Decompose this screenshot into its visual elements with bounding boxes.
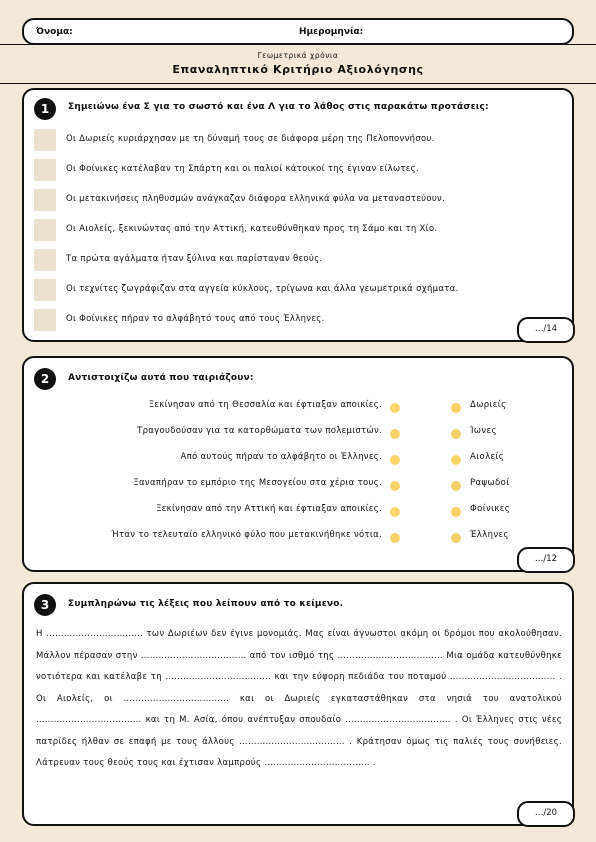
match-left-item: Ξαναπήραν το εμπόριο της Μεσογείου στα χέρια τους. [133,478,382,488]
match-right-item: Δωριείς [470,400,507,410]
left-match-dot[interactable] [390,403,400,413]
fill-in-text[interactable]: Η …………………………… των Δωριέων δεν έγινε μονομιάς. Μας είναι άγνωστοι ακόμη οι δρόμοι που ακολούθησαν. Μάλλον πέρασαν στην ……………………………… από τον ισθμό της ……………………………… Μια ομάδα κατευθύνθηκε νοτιότερα και κατέλαβε τη ……………………………… και την εύφορη πεδιάδα του ποταμού ……………………………… . Οι Αιολείς, οι ……………………………… και οι Δωριείς εγκαταστάθηκαν στα νησιά του ανατολικού ……………………………… και τη Μ. Ασία, όπου ανέπτυξαν σπουδαίο ……………………………… . Οι Έλληνες στις νέες πατρίδες ήλθαν σε επαφή με τους άλλους ……………………………… . Κράτησαν όμως τις παλιές τους συνήθειες. Λάτρευαν τους θεούς τους και έχτισαν λαμπρούς ……………………………… . [36,629,562,768]
right-match-dot[interactable] [451,429,461,439]
question-1-title: Σημειώνω ένα Σ για το σωστό και ένα Λ για το λάθος στις παρακάτω προτάσεις: [68,102,489,112]
match-left-item: Ξεκίνησαν από τη Θεσσαλία και έφτιαξαν αποικίες. [148,400,382,410]
question-2-panel [22,356,574,572]
question-1-number: 1 [34,98,56,120]
question-2-title: Αντιστοιχίζω αυτά που ταιριάζουν: [68,373,254,383]
question-3-number: 3 [34,594,56,616]
match-left-item: Ήταν το τελευταίο ελληνικό φύλο που μετακινήθηκε νότια. [111,530,382,540]
worksheet-title: Επαναληπτικό Κριτήριο Αξιολόγησης [172,63,424,76]
answer-box[interactable] [34,159,56,181]
tf-row [34,249,564,271]
tf-statement: Τα πρώτα αγάλματα ήταν ξύλινα και παρίσταναν θεούς. [66,254,323,264]
tf-statement: Οι Δωριείς κυριάρχησαν με τη δύναμή τους σε διάφορα μέρη της Πελοποννήσου. [66,134,435,144]
answer-box[interactable] [34,129,56,151]
tf-row [34,129,564,151]
match-right-item: Έλληνες [470,530,509,540]
left-match-dot[interactable] [390,429,400,439]
left-match-dot[interactable] [390,507,400,517]
right-match-dot[interactable] [451,507,461,517]
right-match-dot[interactable] [451,455,461,465]
match-left-item: Ξεκίνησαν από την Αττική και έφτιαξαν αποικίες. [156,504,382,514]
match-right-item: Αιολείς [470,452,505,462]
left-match-dot[interactable] [390,455,400,465]
left-match-dot[interactable] [390,533,400,543]
match-right-item: Ραψωδοί [470,478,510,488]
tf-statement: Οι Αιολείς, ξεκινώντας από την Αττική, κατευθύνθηκαν προς τη Σάμο και τη Χίο. [66,224,438,234]
left-match-dot[interactable] [390,481,400,491]
answer-box[interactable] [34,219,56,241]
right-match-dot[interactable] [451,403,461,413]
question-2-number: 2 [34,368,56,390]
answer-box[interactable] [34,279,56,301]
right-match-dot[interactable] [451,481,461,491]
name-label: Όνομα: [36,27,73,37]
question-3-panel [22,582,574,826]
question-1-score: …/14 [517,317,575,343]
tf-row [34,189,564,211]
tf-row [34,159,564,181]
match-right-item: Ίωνες [470,426,497,436]
match-left-item: Από αυτούς πήραν το αλφάβητο οι Έλληνες. [180,452,382,462]
match-right-item: Φοίνικες [470,504,511,514]
tf-row [34,219,564,241]
tf-statement: Οι τεχνίτες ζωγράφιζαν στα αγγεία κύκλους, τρίγωνα και άλλα γεωμετρικά σχήματα. [66,284,459,294]
question-3-title: Συμπληρώνω τις λέξεις που λείπουν από το κείμενο. [68,599,344,609]
tf-statement: Οι μετακινήσεις πληθυσμών ανάγκαζαν διάφορα ελληνικά φύλα να μεταναστεύουν. [66,194,446,204]
title-band [0,44,596,84]
answer-box[interactable] [34,309,56,331]
answer-box[interactable] [34,249,56,271]
answer-box[interactable] [34,189,56,211]
date-label: Ημερομηνία: [299,27,364,37]
question-1-panel [22,88,574,342]
match-left-item: Τραγουδούσαν για τα κατορθώματα των πολεμιστών. [137,426,382,436]
worksheet-subtitle: Γεωμετρικά χρόνια [257,51,339,60]
student-info-box [22,18,574,45]
question-2-score: …/12 [517,547,575,573]
tf-statement: Οι Φοίνικες πήραν το αλφάβητό τους από τους Έλληνες. [66,314,325,324]
question-3-score: …/20 [517,801,575,827]
tf-row [34,279,564,301]
tf-statement: Οι Φοίνικες κατέλαβαν τη Σπάρτη και οι παλιοί κάτοικοί της έγιναν είλωτες. [66,164,419,174]
right-match-dot[interactable] [451,533,461,543]
tf-row [34,309,564,331]
